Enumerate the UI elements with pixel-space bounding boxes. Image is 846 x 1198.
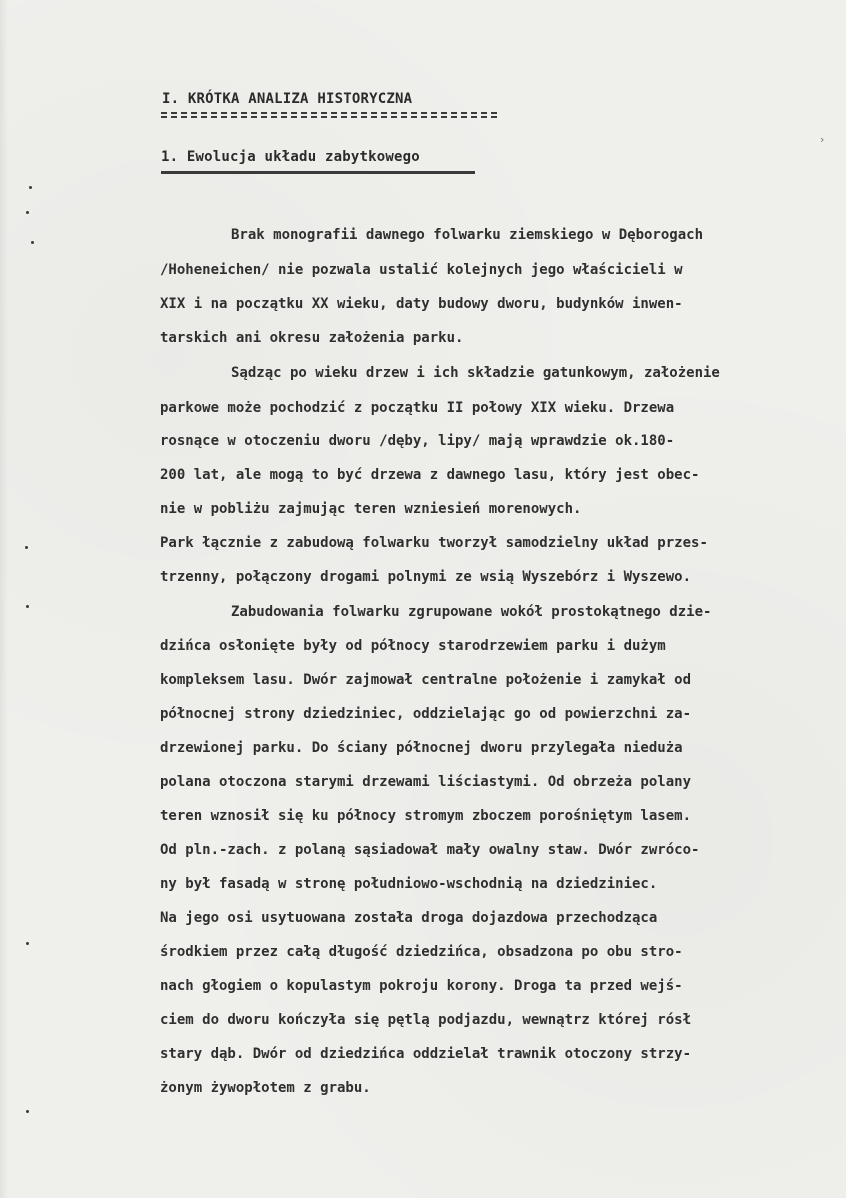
text-line: XIX i na początku XX wieku, daty budowy dworu, budynków inwen- — [160, 296, 683, 312]
text-line: Na jego osi usytuowana została droga dojazdowa przechodząca — [160, 910, 658, 926]
text-line: Od pln.-zach. z polaną sąsiadował mały owalny staw. Dwór zwróco- — [160, 842, 700, 858]
text-line: ciem do dworu kończyła się pętlą podjazdu, wewnątrz której rósł — [160, 1012, 692, 1028]
text-line: nach głogiem o kopulastym pokroju korony. Droga ta przed wejś- — [160, 978, 683, 994]
text-line: Brak monografii dawnego folwarku ziemskiego w Dęborogach — [231, 227, 704, 243]
main-heading: I. KRÓTKA ANALIZA HISTORYCZNA — [162, 91, 413, 107]
margin-mark — [31, 241, 34, 244]
text-line: 200 lat, ale mogą to być drzewa z dawnego lasu, który jest obec- — [160, 467, 700, 483]
margin-mark — [26, 1110, 29, 1113]
page-edge-shadow — [0, 0, 8, 1198]
margin-mark — [26, 605, 29, 608]
text-line: żonym żywopłotem z grabu. — [160, 1080, 371, 1096]
text-line: dzińca osłonięte były od północy starodrzewiem parku i dużym — [160, 638, 666, 654]
margin-mark — [26, 942, 29, 945]
text-line: stary dąb. Dwór od dziedzińca oddzielał trawnik otoczony strzy- — [160, 1046, 692, 1062]
section-heading: 1. Ewolucja układu zabytkowego — [161, 149, 420, 165]
text-line: środkiem przez całą długość dziedzińca, obsadzona po obu stro- — [160, 944, 683, 960]
text-line: kompleksem lasu. Dwór zajmował centralne położenie i zamykał od — [160, 672, 692, 688]
main-heading-underline — [161, 112, 497, 118]
margin-mark — [26, 211, 29, 214]
text-line: Sądząc po wieku drzew i ich składzie gatunkowym, założenie — [231, 365, 720, 381]
text-line: nie w pobliżu zajmując teren wzniesień morenowych. — [160, 501, 582, 517]
section-heading-underline — [161, 171, 475, 174]
text-line: ny był fasadą w stronę południowo-wschodnią na dziedziniec. — [160, 876, 658, 892]
text-line: drzewionej parku. Do ściany północnej dworu przylegała nieduża — [160, 740, 683, 756]
text-line: Zabudowania folwarku zgrupowane wokół prostokątnego dzie- — [231, 604, 712, 620]
text-line: parkowe może pochodzić z początku II połowy XIX wieku. Drzewa — [160, 400, 675, 416]
corner-margin-mark: › — [820, 133, 825, 146]
margin-mark — [29, 186, 32, 189]
text-line: Park łącznie z zabudową folwarku tworzył samodzielny układ przes- — [160, 535, 708, 551]
text-line: polana otoczona starymi drzewami liściastymi. Od obrzeża polany — [160, 774, 692, 790]
text-line: rosnące w otoczeniu dworu /dęby, lipy/ mają wprawdzie ok.180- — [160, 433, 675, 449]
text-line: trzenny, połączony drogami polnymi ze wsią Wyszebórz i Wyszewo. — [160, 569, 692, 585]
text-line: tarskich ani okresu założenia parku. — [160, 330, 464, 346]
margin-mark — [25, 546, 28, 549]
text-line: teren wznosił się ku północy stromym zboczem porośniętym lasem. — [160, 808, 692, 824]
text-line: /Hoheneichen/ nie pozwala ustalić kolejnych jego właścicieli w — [160, 262, 683, 278]
text-line: północnej strony dziedziniec, oddzielając go od powierzchni za- — [160, 706, 692, 722]
